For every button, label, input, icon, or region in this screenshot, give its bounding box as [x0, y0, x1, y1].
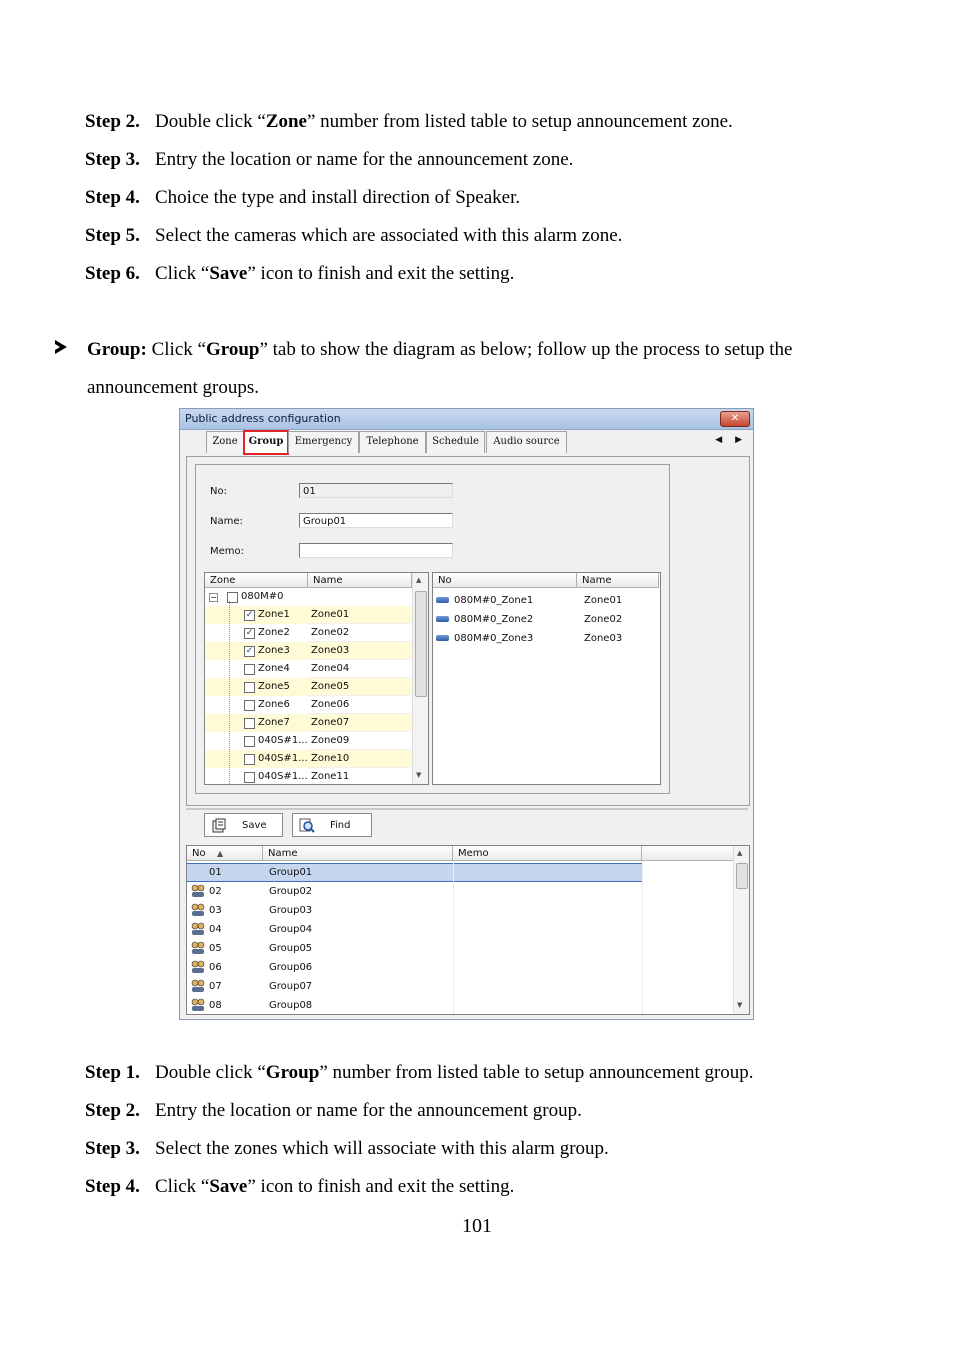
scroll-up-icon[interactable]: ▲	[416, 576, 422, 584]
scroll-up-icon[interactable]: ▲	[737, 849, 743, 857]
table-row[interactable]: 01 Group01	[187, 863, 734, 882]
checkbox[interactable]: ✓	[245, 610, 254, 620]
tree-row[interactable]: ✓ Zone3 Zone03	[205, 642, 412, 660]
zone-tree	[204, 572, 429, 785]
checkbox[interactable]	[244, 772, 255, 783]
step-line: Step 4. Click “Save” icon to finish and exit the setting.	[85, 1176, 515, 1197]
tree-header-name[interactable]: Name	[308, 573, 412, 588]
scroll-down-icon[interactable]: ▼	[737, 1001, 743, 1009]
bullet-text: Group: Click “Group” tab to show the diagram as below; follow up the process to setup the	[87, 339, 793, 360]
step-line: Step 5. Select the cameras which are associated with this alarm zone.	[85, 225, 623, 246]
table-row[interactable]: 08 Group08	[187, 996, 734, 1015]
speaker-icon	[436, 597, 449, 603]
checkbox[interactable]: ✓	[245, 646, 254, 656]
tab-group[interactable]: Group	[243, 430, 289, 455]
tree-row[interactable]: ✓ Zone1 Zone01	[205, 606, 412, 624]
list-item[interactable]: 080M#0_Zone1 Zone01	[433, 591, 660, 610]
tree-row[interactable]: Zone6 Zone06	[205, 696, 412, 714]
tab-audio-source[interactable]: Audio source	[486, 431, 567, 453]
step-line: Step 1. Double click “Group” number from listed table to setup announcement group.	[85, 1062, 754, 1083]
save-icon	[211, 818, 227, 833]
checkbox[interactable]: ✓	[245, 628, 254, 638]
step-line: Step 3. Entry the location or name for the announcement zone.	[85, 149, 574, 170]
window-title: Public address configuration	[185, 412, 341, 425]
tab-schedule[interactable]: Schedule	[426, 431, 485, 453]
grid-header-name[interactable]: Name	[263, 846, 453, 861]
page-number: 101	[462, 1215, 492, 1237]
tree-row[interactable]: ✓ Zone2 Zone02	[205, 624, 412, 642]
step-line: Step 2. Double click “Zone” number from listed table to setup announcement zone.	[85, 111, 733, 132]
table-row[interactable]: 06 Group06	[187, 958, 734, 977]
tree-row[interactable]: 040S#1... Zone10	[205, 750, 412, 768]
step-line: Step 2. Entry the location or name for the announcement group.	[85, 1100, 582, 1121]
table-row[interactable]: 02 Group02	[187, 882, 734, 901]
memo-field[interactable]	[299, 543, 453, 558]
list-header-name[interactable]: Name	[577, 573, 659, 588]
tab-telephone[interactable]: Telephone	[359, 431, 426, 453]
table-row[interactable]: 03 Group03	[187, 901, 734, 920]
tab-emergency[interactable]: Emergency	[288, 431, 359, 453]
tree-header-zone[interactable]: Zone	[205, 573, 308, 588]
table-row[interactable]: 04 Group04	[187, 920, 734, 939]
table-row[interactable]: 07 Group07	[187, 977, 734, 996]
step-line: Step 4. Choice the type and install direction of Speaker.	[85, 187, 521, 208]
speaker-icon	[436, 616, 449, 622]
close-button[interactable]: ✕	[720, 411, 750, 427]
group-form	[195, 464, 670, 794]
step-line: Step 6. Click “Save” icon to finish and exit the setting.	[85, 263, 515, 284]
checkbox[interactable]	[244, 682, 255, 693]
memo-label: Memo:	[210, 546, 245, 557]
scroll-down-icon[interactable]: ▼	[416, 771, 422, 779]
tree-row[interactable]: Zone7 Zone07	[205, 714, 412, 732]
no-field[interactable]: 01	[299, 483, 453, 498]
checkbox[interactable]	[244, 718, 255, 729]
collapse-icon[interactable]: −	[210, 593, 217, 602]
list-item[interactable]: 080M#0_Zone2 Zone02	[433, 610, 660, 629]
tree-scrollbar[interactable]	[412, 573, 428, 784]
table-row[interactable]: 05 Group05	[187, 939, 734, 958]
sort-asc-icon: ▲	[217, 849, 224, 858]
scroll-thumb[interactable]	[415, 591, 427, 697]
find-button[interactable]: Find	[292, 813, 372, 837]
tab-scroll-arrows-icon[interactable]: ◀ ▶	[715, 435, 747, 445]
groups-grid	[186, 845, 750, 1015]
grid-header-no[interactable]: No ▲	[187, 846, 263, 861]
grid-header-filler	[642, 846, 734, 861]
tree-row[interactable]: Zone5 Zone05	[205, 678, 412, 696]
tree-row[interactable]: Zone4 Zone04	[205, 660, 412, 678]
toolbar	[186, 808, 748, 844]
column-divider	[453, 861, 454, 1014]
speaker-icon	[436, 635, 449, 641]
pa-config-window	[179, 408, 754, 1020]
tree-connector	[229, 601, 231, 784]
save-button[interactable]: Save	[204, 813, 283, 837]
grid-scrollbar[interactable]	[733, 846, 749, 1014]
list-item[interactable]: 080M#0_Zone3 Zone03	[433, 629, 660, 648]
tree-row[interactable]: 040S#1... Zone09	[205, 732, 412, 750]
name-label: Name:	[210, 516, 243, 527]
title-bar	[180, 409, 753, 430]
bullet-arrow-icon	[55, 340, 67, 354]
scroll-thumb[interactable]	[736, 863, 748, 889]
list-header-no[interactable]: No	[433, 573, 577, 588]
column-divider	[642, 861, 643, 1014]
checkbox[interactable]	[244, 664, 255, 675]
checkbox[interactable]	[244, 700, 255, 711]
tree-row[interactable]: 040S#1... Zone11	[205, 768, 412, 785]
tree-root[interactable]: − 080M#0	[210, 591, 284, 602]
bullet-text-line2: announcement groups.	[87, 377, 260, 398]
checkbox[interactable]	[244, 754, 255, 765]
group-detail-panel	[186, 456, 750, 806]
grid-header-memo[interactable]: Memo	[453, 846, 642, 861]
no-label: No:	[210, 486, 227, 497]
selected-zones-list	[432, 572, 661, 785]
checkbox[interactable]	[244, 736, 255, 747]
find-icon	[299, 818, 315, 833]
step-line: Step 3. Select the zones which will associate with this alarm group.	[85, 1138, 609, 1159]
tab-strip	[180, 430, 753, 454]
name-field[interactable]: Group01	[299, 513, 453, 528]
tab-zone[interactable]: Zone	[206, 431, 244, 453]
